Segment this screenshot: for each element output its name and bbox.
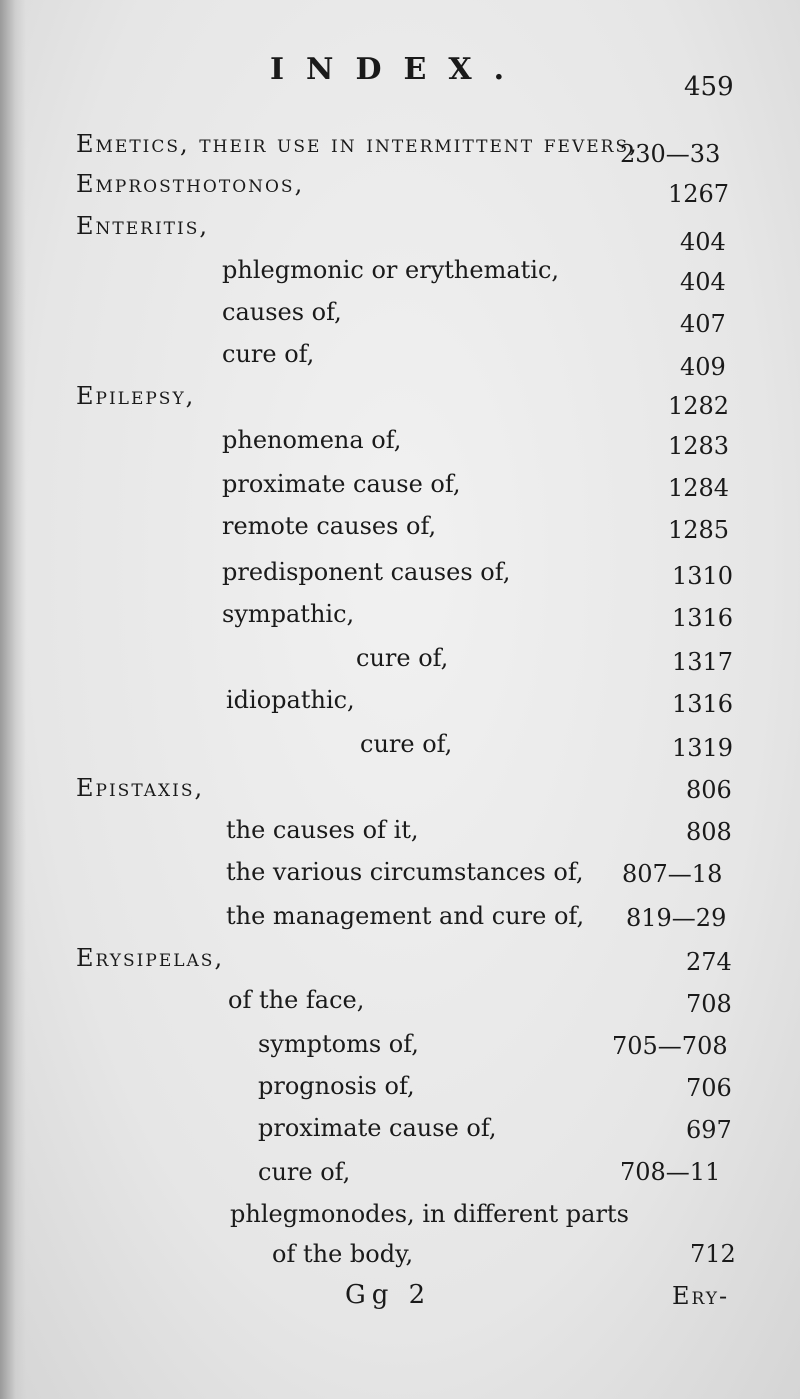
index-entry-heading: Emetics, their use in intermittent fevers,	[76, 130, 639, 158]
index-page-ref: 1316	[672, 604, 734, 632]
index-entry-heading: Enteritis,	[76, 212, 209, 240]
index-subentry: sympathic,	[222, 600, 355, 628]
index-subentry: phenomena of,	[222, 426, 402, 454]
signature-mark: Gg 2	[345, 1280, 432, 1310]
index-page-ref: 404	[680, 228, 726, 256]
index-page-ref: 409	[680, 353, 726, 381]
index-subentry: proximate cause of,	[258, 1114, 497, 1142]
index-subentry: of the face,	[228, 986, 365, 1014]
index-page-ref: 697	[686, 1116, 732, 1144]
page-edge-shadow	[0, 0, 26, 1399]
index-page-ref: 404	[680, 268, 726, 296]
index-subentry: phlegmonic or erythematic,	[222, 256, 560, 284]
index-subentry: predisponent causes of,	[222, 558, 511, 586]
index-page-ref: 1319	[672, 734, 734, 762]
index-page-ref: 407	[680, 310, 726, 338]
index-subentry: remote causes of,	[222, 512, 437, 540]
index-page-ref: 808	[686, 818, 732, 846]
index-page-ref: 712	[690, 1240, 736, 1268]
index-page-ref: 807—18	[622, 860, 723, 888]
index-page-ref: 1285	[668, 516, 730, 544]
index-subentry: cure of,	[360, 730, 453, 758]
index-entry-heading: Erysipelas,	[76, 944, 225, 972]
index-page-ref: 1284	[668, 474, 730, 502]
index-subentry: of the body,	[272, 1240, 414, 1268]
index-subentry: cure of,	[222, 340, 315, 368]
index-page-ref: 1317	[672, 648, 734, 676]
index-page-ref: 1267	[668, 180, 730, 208]
index-subentry: prognosis of,	[258, 1072, 415, 1100]
index-subentry: the causes of it,	[226, 816, 419, 844]
index-subentry: proximate cause of,	[222, 470, 461, 498]
index-page-ref: 819—29	[626, 904, 727, 932]
index-entry-heading: Emprosthotonos,	[76, 170, 305, 198]
index-entry-heading: Epilepsy,	[76, 382, 196, 410]
index-subentry: causes of,	[222, 298, 342, 326]
index-subentry: cure of,	[258, 1158, 351, 1186]
index-page-ref: 705—708	[612, 1032, 728, 1060]
index-subentry: the various circumstances of,	[226, 858, 584, 886]
index-subentry: phlegmonodes, in different parts	[230, 1200, 629, 1228]
index-page-ref: 1282	[668, 392, 730, 420]
index-page-ref: 1316	[672, 690, 734, 718]
page-number: 459	[684, 72, 734, 102]
catchword: Ery-	[672, 1282, 730, 1310]
index-subentry: symptoms of,	[258, 1030, 419, 1058]
running-head: INDEX.	[270, 52, 527, 87]
index-entry-heading: Epistaxis,	[76, 774, 205, 802]
index-page-ref: 706	[686, 1074, 732, 1102]
index-subentry: idiopathic,	[226, 686, 355, 714]
index-page-ref: 708	[686, 990, 732, 1018]
index-page-ref: 1310	[672, 562, 734, 590]
index-subentry: cure of,	[356, 644, 449, 672]
index-page-ref: 708—11	[620, 1158, 721, 1186]
index-page-ref: 1283	[668, 432, 730, 460]
index-subentry: the management and cure of,	[226, 902, 585, 930]
index-page-ref: 806	[686, 776, 732, 804]
index-page-ref: 230—33	[620, 140, 721, 168]
index-page-ref: 274	[686, 948, 732, 976]
